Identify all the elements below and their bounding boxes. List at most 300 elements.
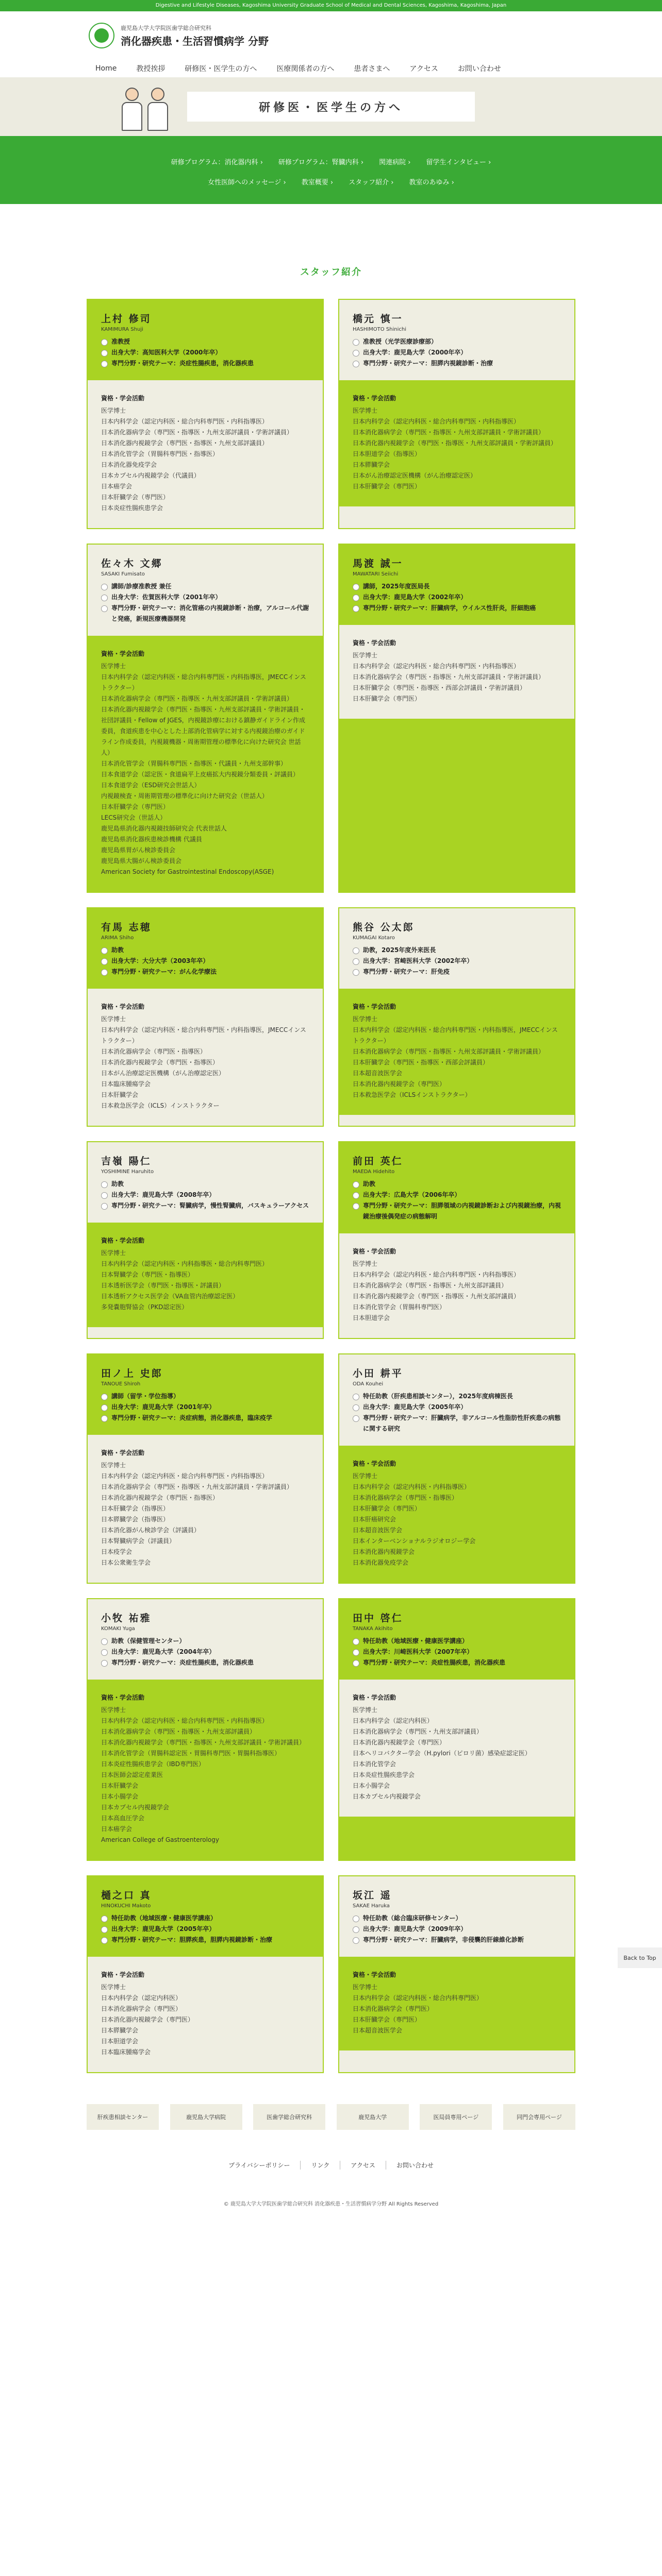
qualification-item: 日本消化器病学会（専門医）	[353, 2005, 434, 2012]
staff-summary-item: 出身大学：佐賀医科大学（2001年卒）	[101, 592, 309, 603]
staff-summary-item: 特任助教（地域医療・健康医学講座）	[101, 1913, 309, 1924]
staff-grid	[87, 299, 575, 2073]
qualification-item: 鹿児島県消化器内視鏡技師研究会 代表世話人	[101, 825, 227, 832]
section-title: スタッフ紹介	[300, 267, 362, 278]
staff-name-roman: ODA Kouhei	[353, 1381, 384, 1387]
staff-name-roman: TANOUE Shiroh	[101, 1381, 141, 1387]
qualifications-heading: 資格・学会活動	[353, 639, 396, 647]
qualification-item: 日本消化器内視鏡学会（専門医・指導医）	[101, 1059, 219, 1066]
subnav-history[interactable]: 教室のあゆみ ›	[409, 177, 454, 187]
staff-summary-item: 専門分野・研究テーマ：炎症性腸疾患，消化器疾患	[353, 1657, 561, 1668]
staff-card	[87, 299, 324, 529]
staff-name-roman: SASAKI Fumisato	[101, 571, 145, 577]
qualification-item: 日本消化器病学会（専門医）	[101, 2005, 182, 2012]
staff-summary-list	[101, 336, 309, 369]
staff-summary-item: 出身大学：川崎医科大学（2007年卒）	[353, 1647, 561, 1657]
staff-name: 小牧 祐雅	[101, 1613, 152, 1624]
qualification-item: 日本消化器病学会（専門医・指導医・九州支部評議員・学術評議員）	[101, 429, 293, 436]
qualification-item: 日本消化器内視鏡学会（専門医）	[101, 2016, 194, 2023]
staff-card-header	[88, 545, 323, 636]
staff-summary-item: 講師，2025年度医局長	[353, 581, 561, 592]
nav-access[interactable]: アクセス	[409, 65, 438, 73]
page-hero	[0, 77, 662, 136]
qualification-item: 日本消化器がん検診学会（評議員）	[101, 1527, 201, 1534]
staff-card	[87, 544, 324, 893]
qualification-item: 医学博士	[101, 1462, 126, 1469]
qualification-item: 日本消化器内視鏡学会（専門医・指導医）	[101, 1494, 219, 1501]
qualifications-list	[101, 405, 309, 514]
staff-summary-item: 出身大学：鹿児島大学（2005年卒）	[101, 1924, 309, 1935]
qualification-item: 医学博士	[353, 1015, 378, 1023]
qualification-item: 日本炎症性腸疾患学会	[353, 1771, 415, 1778]
staff-card-body	[339, 625, 574, 719]
staff-card-header	[339, 908, 574, 989]
qualification-item: 日本消化器病学会（専門医・九州支部評議員）	[353, 1728, 483, 1735]
qualification-item: 日本内科学会（認定内科医・総合内科専門医・内科指導医）	[101, 418, 269, 425]
staff-name-roman: MAWATARI Seiichi	[353, 571, 399, 577]
staff-summary-item: 出身大学：鹿児島大学（2005年卒）	[353, 1402, 561, 1413]
qualifications-list	[353, 1259, 561, 1324]
staff-summary-list	[353, 1179, 561, 1222]
staff-summary-item: 准教授	[101, 336, 309, 347]
qualification-item: 日本臨床腫瘍学会	[101, 1080, 151, 1088]
qualification-item: 日本消化器内視鏡学会（専門医・指導医・九州支部評議員・学術評議員・社団評議員・Fellow of JGES，内視鏡診療における鎮静ガイドライン作成委員，食道疾患を中心とした上部消化管病学に対する内視鏡治療のガイドライン作成委員，内視鏡機器・周術期管理の標準化に向けた研究会 世話人）	[101, 706, 306, 756]
qualification-item: 日本肝臓学会（専門医）	[101, 494, 170, 501]
staff-summary-item: 特任助教（地域医療・健康医学講座）	[353, 1636, 561, 1647]
footer-link-hospital[interactable]: 鹿児島大学病院	[170, 2104, 242, 2130]
staff-name: 田中 啓仁	[353, 1613, 403, 1624]
qualification-item: 日本炎症性腸疾患学会（IBD専門医）	[101, 1760, 205, 1768]
qualification-item: 日本インターベンショナルラジオロジー学会	[353, 1537, 476, 1545]
staff-summary-item: 助教	[353, 1179, 561, 1190]
qualification-item: 日本膵臓学会	[101, 2027, 139, 2034]
staff-card-header	[88, 1876, 323, 1957]
qualification-item: LECS研究会（世話人）	[101, 814, 167, 821]
staff-card	[87, 1875, 324, 2073]
qualifications-heading: 資格・学会活動	[101, 650, 145, 657]
qualifications-list	[353, 1014, 561, 1100]
subnav-affiliated-hospitals[interactable]: 関連病院 ›	[379, 157, 410, 166]
staff-summary-item: 専門分野・研究テーマ：胆膵疾患，胆膵内視鏡診断・治療	[101, 1935, 309, 1945]
footer-link-alumni-page[interactable]: 同門会専用ページ	[503, 2104, 575, 2130]
staff-summary-list	[353, 1391, 561, 1434]
staff-summary-item: 助教	[101, 1179, 309, 1190]
qualification-item: 医学博士	[101, 1015, 126, 1023]
qualification-item: 日本消化器内視鏡学会（専門医・指導医・九州支部評議員・学術評議員）	[101, 1739, 306, 1746]
qualification-item: 日本消化器内視鏡学会（専門医・指導医・九州支部評議員）	[101, 439, 269, 447]
staff-summary-list	[101, 581, 309, 624]
staff-card-body	[88, 989, 323, 1126]
qualification-item: 日本肝臓学会（専門医）	[353, 1505, 421, 1512]
staff-card-header	[339, 545, 574, 625]
qualifications-list	[101, 1982, 309, 2058]
qualification-item: 日本内科学会（認定内科医・総合内科専門医・内科指導医，JMECCインストラクター）	[353, 1026, 558, 1044]
qualification-item: 日本消化管学会（胃腸科認定医・胃腸科専門医・胃腸科指導医）	[101, 1750, 281, 1757]
footer-link-university[interactable]: 鹿児島大学	[337, 2104, 409, 2130]
staff-card	[338, 907, 575, 1127]
page-title: 研修医・医学生の方へ	[187, 92, 475, 122]
qualification-item: 日本内科学会（認定内科医）	[101, 1994, 182, 2002]
qualification-item: 医学博士	[101, 1984, 126, 1991]
staff-card-body	[88, 380, 323, 528]
staff-name: 佐々木 文郷	[101, 558, 163, 569]
footer-nav-contact[interactable]: お問い合わせ	[386, 2161, 444, 2170]
qualifications-list	[353, 1982, 561, 2036]
back-to-top-button[interactable]: Back to Top	[618, 1947, 662, 1968]
staff-name: 坂江 遥	[353, 1890, 392, 1901]
staff-card	[87, 1353, 324, 1584]
qualifications-list	[101, 1014, 309, 1111]
qualification-item: 日本公衆衛生学会	[101, 1559, 151, 1566]
qualification-item: 日本内科学会（認定内科医・総合内科専門医・内科指導医）	[101, 1472, 269, 1480]
qualification-item: 医学博士	[101, 407, 126, 414]
qualification-item: 日本救急医学会（ICLSインストラクター）	[353, 1091, 471, 1098]
staff-summary-item: 出身大学：鹿児島大学（2002年卒）	[353, 592, 561, 603]
logo-title[interactable]: 消化器疾患・生活習慣病学 分野	[121, 35, 269, 47]
qualification-item: 日本肝臓学会（専門医）	[353, 695, 421, 702]
qualification-item: 鹿児島県胃がん検診委員会	[101, 846, 176, 854]
qualification-item: 日本食道学会（ESD研究会世話人）	[101, 782, 201, 789]
staff-summary-item: 専門分野・研究テーマ：肝免疫	[353, 967, 561, 977]
staff-summary-item: 専門分野・研究テーマ：胆膵内視鏡診断・治療	[353, 358, 561, 369]
qualifications-heading: 資格・学会活動	[353, 1694, 396, 1701]
staff-name-roman: YOSHIMINE Haruhito	[101, 1169, 154, 1175]
staff-name: 熊谷 公太郎	[353, 922, 415, 933]
qualification-item: 内視鏡検査・周術期管理の標準化に向けた研究会（世話人）	[101, 792, 269, 800]
nav-medical-staff[interactable]: 医療関係者の方へ	[276, 65, 335, 73]
subnav-staff[interactable]: スタッフ紹介 ›	[349, 177, 393, 187]
staff-summary-item: 講師/診療准教授 兼任	[101, 581, 309, 592]
staff-name: 樋之口 真	[101, 1890, 152, 1901]
staff-name-roman: HASHIMOTO Shinichi	[353, 327, 407, 332]
qualification-item: 日本内科学会（認定内科医・内科指導医）	[353, 1483, 471, 1490]
qualifications-heading: 資格・学会活動	[101, 1971, 145, 1978]
staff-summary-item: 出身大学：鹿児島大学（2001年卒）	[101, 1402, 309, 1413]
qualification-item: American Society for Gastrointestinal Endoscopy(ASGE)	[101, 868, 274, 875]
qualification-item: 多発嚢胞腎協会（PKD認定医）	[101, 1303, 188, 1311]
staff-name-roman: KAMIMURA Shuji	[101, 327, 143, 332]
staff-summary-list	[101, 1913, 309, 1945]
staff-card	[338, 1141, 575, 1339]
qualification-item: 日本カプセル内視鏡学会	[101, 1804, 169, 1811]
staff-card-body	[339, 1233, 574, 1338]
staff-summary-list	[353, 1913, 561, 1945]
staff-card-header	[88, 908, 323, 989]
staff-card-body	[339, 1957, 574, 2050]
subnav-overview[interactable]: 教室概要 ›	[302, 177, 333, 187]
qualification-item: 日本内科学会（認定内科医・総合内科専門医・内科指導医）	[353, 418, 520, 425]
staff-summary-list	[353, 581, 561, 614]
staff-summary-item: 出身大学：鹿児島大学（2000年卒）	[353, 347, 561, 358]
staff-name-roman: MAEDA Hidehito	[353, 1169, 395, 1175]
footer-banner-links	[87, 2104, 575, 2130]
staff-card-header	[88, 1142, 323, 1223]
qualification-item: 日本消化器病学会（専門医・指導医）	[101, 1048, 207, 1055]
staff-card-header	[88, 1354, 323, 1435]
qualification-item: 日本消化管学会（胃腸科専門医・指導医）	[101, 450, 219, 457]
staff-card-body	[88, 1957, 323, 2072]
staff-summary-item: 専門分野・研究テーマ：肝臓病学，ウイルス性肝炎，肝細胞癌	[353, 603, 561, 614]
qualification-item: 医学博士	[353, 407, 378, 414]
qualification-item: 日本消化器内視鏡学会（専門医）	[353, 1739, 446, 1746]
qualification-item: 日本消化器病学会（専門医・指導医・九州支部評議員）	[101, 1728, 256, 1735]
qualification-item: 日本消化器病学会（専門医・指導医）	[353, 1494, 458, 1501]
qualification-item: 日本消化器病学会（専門医・指導医・九州支部評議員・学術評議員）	[353, 1048, 545, 1055]
qualification-item: 医学博士	[101, 1706, 126, 1714]
qualification-item: 日本消化器病学会（専門医・指導医・九州支部評議員・学術評議員）	[353, 673, 545, 681]
staff-card	[338, 1875, 575, 2073]
staff-name: 馬渡 誠一	[353, 558, 403, 569]
qualification-item: 日本内科学会（認定内科医・総合内科専門医）	[353, 1994, 483, 2002]
qualification-item: 日本超音波医学会	[353, 1070, 403, 1077]
qualification-item: 日本消化器病学会（専門医・指導医・九州支部評議員・学術評議員）	[101, 695, 293, 702]
qualifications-heading: 資格・学会活動	[101, 1694, 145, 1701]
staff-summary-list	[353, 336, 561, 369]
qualification-item: 日本膵臓学会（指導医）	[101, 1516, 170, 1523]
qualification-item: 日本炎症性腸疾患学会	[101, 504, 163, 512]
qualifications-list	[101, 1248, 309, 1313]
qualification-item: 日本内科学会（認定内科医・総合内科専門医・内科指導医）	[353, 663, 520, 670]
staff-summary-item: 助教	[101, 945, 309, 956]
university-logo-icon[interactable]	[89, 23, 114, 48]
staff-summary-item: 出身大学：広島大学（2006年卒）	[353, 1190, 561, 1200]
qualification-item: 日本消化器免疫学会	[353, 1559, 409, 1566]
qualifications-heading: 資格・学会活動	[101, 1449, 145, 1456]
footer-link-liver-center[interactable]: 肝疾患相談センター	[87, 2104, 159, 2130]
staff-name-roman: HINOKUCHI Makoto	[101, 1903, 151, 1909]
qualification-item: 日本消化器病学会（専門医・指導医・九州支部評議員）	[353, 1282, 508, 1289]
qualification-item: 日本超音波医学会	[353, 2027, 403, 2034]
staff-card	[338, 299, 575, 529]
staff-card	[338, 1598, 575, 1861]
staff-name: 小田 耕平	[353, 1368, 403, 1379]
footer-link-graduate-school[interactable]: 医歯学総合研究科	[253, 2104, 325, 2130]
staff-card-header	[88, 300, 323, 380]
qualification-item: 日本肝臓学会（指導医）	[101, 1505, 170, 1512]
staff-card-body	[88, 1680, 323, 1860]
subnav-kidney-program[interactable]: 研修プログラム：腎臓内科 ›	[278, 157, 363, 166]
staff-summary-item: 出身大学：高知医科大学（2000年卒）	[101, 347, 309, 358]
qualification-item: 鹿児島県消化器疾患検診機構 代議員	[101, 836, 202, 843]
qualifications-heading: 資格・学会活動	[101, 1003, 145, 1010]
global-nav	[0, 60, 662, 77]
qualification-item: 日本食道学会（認定医・食道扁平上皮癌拡大内視鏡分類委員・評議員）	[101, 771, 300, 778]
qualification-item: 医学博士	[101, 663, 126, 670]
qualification-item: 日本胆道学会	[353, 1314, 390, 1321]
staff-card-body	[88, 1435, 323, 1583]
qualification-item: 日本がん治療認定医機構（がん治療認定医）	[353, 472, 477, 479]
qualifications-list	[353, 650, 561, 704]
nav-greeting[interactable]: 教授挨拶	[136, 65, 166, 73]
staff-name-roman: SAKAE Haruka	[353, 1903, 390, 1909]
qualifications-list	[101, 1705, 309, 1845]
footer-link-members-page[interactable]: 医局員専用ページ	[420, 2104, 492, 2130]
staff-summary-item: 出身大学：鹿児島大学（2004年卒）	[101, 1647, 309, 1657]
staff-name-roman: ARIMA Shiho	[101, 935, 134, 941]
sub-nav	[0, 136, 662, 204]
qualifications-list	[353, 1705, 561, 1802]
qualifications-list	[101, 661, 309, 877]
staff-summary-item: 専門分野・研究テーマ：肝臓病学，非アルコール性脂肪性肝疾患の病態に関する研究	[353, 1413, 561, 1434]
qualification-item: 日本肝臓学会（専門医）	[101, 803, 170, 810]
qualification-item: 日本癌学会	[101, 1825, 133, 1833]
staff-card-body	[339, 380, 574, 506]
staff-card	[87, 907, 324, 1127]
qualification-item: 鹿児島県大腸がん検診委員会	[101, 857, 182, 865]
subnav-student-interview[interactable]: 留学生インタビュー ›	[426, 157, 491, 166]
qualification-item: 日本内科学会（認定内科医・総合内科専門医・内科指導医）	[353, 1271, 520, 1278]
staff-card-body	[88, 1223, 323, 1327]
subnav-female-doctors[interactable]: 女性医師へのメッセージ ›	[208, 177, 286, 187]
staff-card-header	[339, 1142, 574, 1233]
qualification-item: 日本内科学会（認定内科医・総合内科専門医・内科指導医，JMECCインストラクター）	[101, 1026, 306, 1044]
staff-summary-list	[353, 1636, 561, 1668]
qualification-item: 日本小腸学会	[101, 1793, 139, 1800]
staff-summary-item: 助教，2025年度外来医長	[353, 945, 561, 956]
qualifications-list	[353, 405, 561, 492]
staff-summary-item: 専門分野・研究テーマ：炎症性腸疾患，消化器疾患	[101, 358, 309, 369]
staff-summary-list	[353, 945, 561, 977]
staff-summary-item: 講師（留学・学位指導）	[101, 1391, 309, 1402]
qualification-item: 日本がん治療認定医機構（がん治療認定医）	[101, 1070, 225, 1077]
staff-summary-item: 専門分野・研究テーマ：腎臓病学，慢性腎臓病，バスキュラーアクセス	[101, 1200, 309, 1211]
qualification-item: 日本肝臓学会（専門医）	[353, 2016, 421, 2023]
staff-summary-item: 専門分野・研究テーマ：がん化学療法	[101, 967, 309, 977]
qualifications-heading: 資格・学会活動	[353, 1971, 396, 1978]
staff-card-header	[88, 1599, 323, 1680]
staff-summary-item: 出身大学：大分大学（2003年卒）	[101, 956, 309, 967]
qualification-item: 日本消化管学会	[353, 1760, 396, 1768]
qualifications-heading: 資格・学会活動	[101, 395, 145, 402]
qualification-item: 日本腎臓病学会（評議員）	[101, 1537, 176, 1545]
staff-summary-list	[101, 1636, 309, 1668]
nav-contact[interactable]: お問い合わせ	[457, 65, 501, 73]
staff-card	[338, 544, 575, 893]
qualification-item: 日本ヘリコバクター学会（H.pylori（ピロリ菌）感染症認定医）	[353, 1750, 531, 1757]
qualifications-heading: 資格・学会活動	[353, 1460, 396, 1467]
qualification-item: 日本消化器内視鏡学会（専門医）	[353, 1080, 446, 1088]
subnav-gi-program[interactable]: 研修プログラム：消化器内科 ›	[171, 157, 263, 166]
footer-nav-links[interactable]: リンク	[300, 2161, 340, 2170]
staff-name: 田ノ上 史郎	[101, 1368, 163, 1379]
staff-name-roman: KOMAKI Yuga	[101, 1626, 135, 1632]
qualification-item: 日本透析アクセス医学会（VA血管内治療認定医）	[101, 1293, 239, 1300]
copyright: © 鹿児島大学大学院医歯学総合研究科 消化器疾患・生活習慣病学分野 All Rights Reserved	[223, 2201, 439, 2207]
staff-name: 上村 修司	[101, 313, 152, 325]
staff-card-header	[339, 1354, 574, 1446]
footer-nav-access[interactable]: アクセス	[340, 2161, 386, 2170]
staff-summary-list	[101, 1391, 309, 1423]
staff-name: 前田 英仁	[353, 1156, 403, 1167]
doctors-illustration-icon	[120, 81, 171, 132]
staff-card-body	[339, 1680, 574, 1817]
staff-summary-item: 准教授（光学医療診療部）	[353, 336, 561, 347]
staff-summary-item: 専門分野・研究テーマ：胆膵領域の内視鏡診断および内視鏡治療，内視鏡治療後偶発症の病態解明	[353, 1200, 561, 1222]
staff-card-body	[339, 989, 574, 1115]
nav-residents[interactable]: 研修医・医学生の方へ	[185, 65, 257, 73]
staff-summary-item: 専門分野・研究テーマ：肝臓病学，非侵襲的肝線維化診断	[353, 1935, 561, 1945]
qualification-item: 日本消化器免疫学会	[101, 461, 157, 468]
qualification-item: 日本肝臓学会	[101, 1091, 139, 1098]
qualification-item: 日本肝臓学会（専門医・指導医・西部会評議員・学術評議員）	[353, 684, 526, 691]
qualification-item: 日本小腸学会	[353, 1782, 390, 1789]
staff-name-roman: KUMAGAI Kotaro	[353, 935, 395, 941]
staff-card-header	[339, 1599, 574, 1680]
top-banner: Digestive and Lifestyle Diseases, Kagoshima University Graduate School of Medical and Dental Sciences, Kagoshima, Kagoshima, Japan	[0, 0, 662, 11]
qualification-item: 日本高血圧学会	[101, 1815, 145, 1822]
logo-subtitle: 鹿児島大学大学院医歯学総合研究科	[121, 24, 211, 31]
staff-card	[338, 1353, 575, 1584]
qualification-item: 日本臨床腫瘍学会	[101, 2048, 151, 2056]
staff-summary-list	[101, 1179, 309, 1211]
qualification-item: 日本内科学会（認定内科医・総合内科専門医・内科指導医）	[101, 1717, 269, 1724]
staff-name: 吉嶺 陽仁	[101, 1156, 152, 1167]
staff-card	[87, 1598, 324, 1861]
staff-summary-item: 出身大学：鹿児島大学（2008年卒）	[101, 1190, 309, 1200]
footer-nav	[0, 2161, 662, 2170]
qualification-item: 日本消化器病学会（専門医・指導医・九州支部評議員・学術評議員）	[101, 1483, 293, 1490]
staff-summary-item: 専門分野・研究テーマ：消化管癌の内視鏡診断・治療，アルコール代謝と発癌，新規医療機器開発	[101, 603, 309, 624]
qualification-item: 日本消化管学会（胃腸科専門医）	[353, 1303, 446, 1311]
qualification-item: 医学博士	[353, 1984, 378, 1991]
qualification-item: 日本カプセル内視鏡学会（代議員）	[101, 472, 200, 479]
qualification-item: 日本消化器内視鏡学会	[353, 1548, 415, 1555]
nav-patients[interactable]: 患者さまへ	[354, 65, 390, 73]
qualifications-heading: 資格・学会活動	[353, 1248, 396, 1255]
staff-summary-item: 出身大学：鹿児島大学（2009年卒）	[353, 1924, 561, 1935]
qualification-item: 日本疫学会	[101, 1548, 133, 1555]
qualification-item: 日本内科学会（認定内科医・総合内科専門医・内科指導医，JMECCインストラクター）	[101, 673, 306, 691]
qualifications-list	[101, 1460, 309, 1568]
qualification-item: 医学博士	[353, 1260, 378, 1267]
qualification-item: 日本医師会認定産業医	[101, 1771, 163, 1778]
qualification-item: 日本肝臓学会（専門医）	[353, 483, 421, 490]
qualification-item: 日本胆道学会	[101, 2038, 139, 2045]
qualification-item: 日本カプセル内視鏡学会	[353, 1793, 421, 1800]
qualification-item: 日本膵臓学会	[353, 461, 390, 468]
nav-home[interactable]: Home	[95, 64, 117, 73]
qualification-item: 日本肝癌研究会	[353, 1516, 396, 1523]
staff-summary-item: 出身大学：宮崎医科大学（2002年卒）	[353, 956, 561, 967]
qualification-item: 日本腎臓学会（専門医・指導医）	[101, 1271, 194, 1278]
qualification-item: 日本消化管学会（胃腸科専門医・指導医・代議員・九州支部幹事）	[101, 760, 287, 767]
staff-summary-item: 助教（保健管理センター）	[101, 1636, 309, 1647]
staff-summary-list	[101, 945, 309, 977]
staff-card	[87, 1141, 324, 1339]
staff-card-body	[339, 1446, 574, 1583]
footer-nav-privacy[interactable]: プライバシーポリシー	[228, 2162, 290, 2169]
qualification-item: 日本救急医学会（ICLS）インストラクター	[101, 1102, 220, 1109]
qualification-item: 日本癌学会	[101, 483, 133, 490]
qualification-item: 日本消化器内視鏡学会（専門医・指導医・九州支部評議員・学術評議員）	[353, 439, 557, 447]
staff-summary-item: 特任助教（総合臨床研修センター）	[353, 1913, 561, 1924]
qualification-item: 日本肝臓学会	[101, 1782, 139, 1789]
qualification-item: American College of Gastroenterology	[101, 1836, 219, 1843]
qualification-item: 医学博士	[353, 1472, 378, 1480]
qualification-item: 医学博士	[101, 1249, 126, 1257]
staff-name: 有馬 志穂	[101, 922, 152, 933]
qualification-item: 医学博士	[353, 652, 378, 659]
qualification-item: 日本消化器内視鏡学会（専門医・指導医・九州支部評議員）	[353, 1293, 520, 1300]
staff-card-body	[88, 636, 323, 892]
qualification-item: 医学博士	[353, 1706, 378, 1714]
qualification-item: 日本消化器病学会（専門医・指導医・九州支部評議員・学術評議員）	[353, 429, 545, 436]
staff-summary-item: 特任助教（肝疾患相談センター），2025年度病棟医長	[353, 1391, 561, 1402]
staff-name: 橋元 慎一	[353, 313, 403, 325]
qualifications-heading: 資格・学会活動	[101, 1237, 145, 1244]
qualifications-heading: 資格・学会活動	[353, 395, 396, 402]
qualification-item: 日本肝臓学会（専門医・指導医・西部会評議員）	[353, 1059, 489, 1066]
